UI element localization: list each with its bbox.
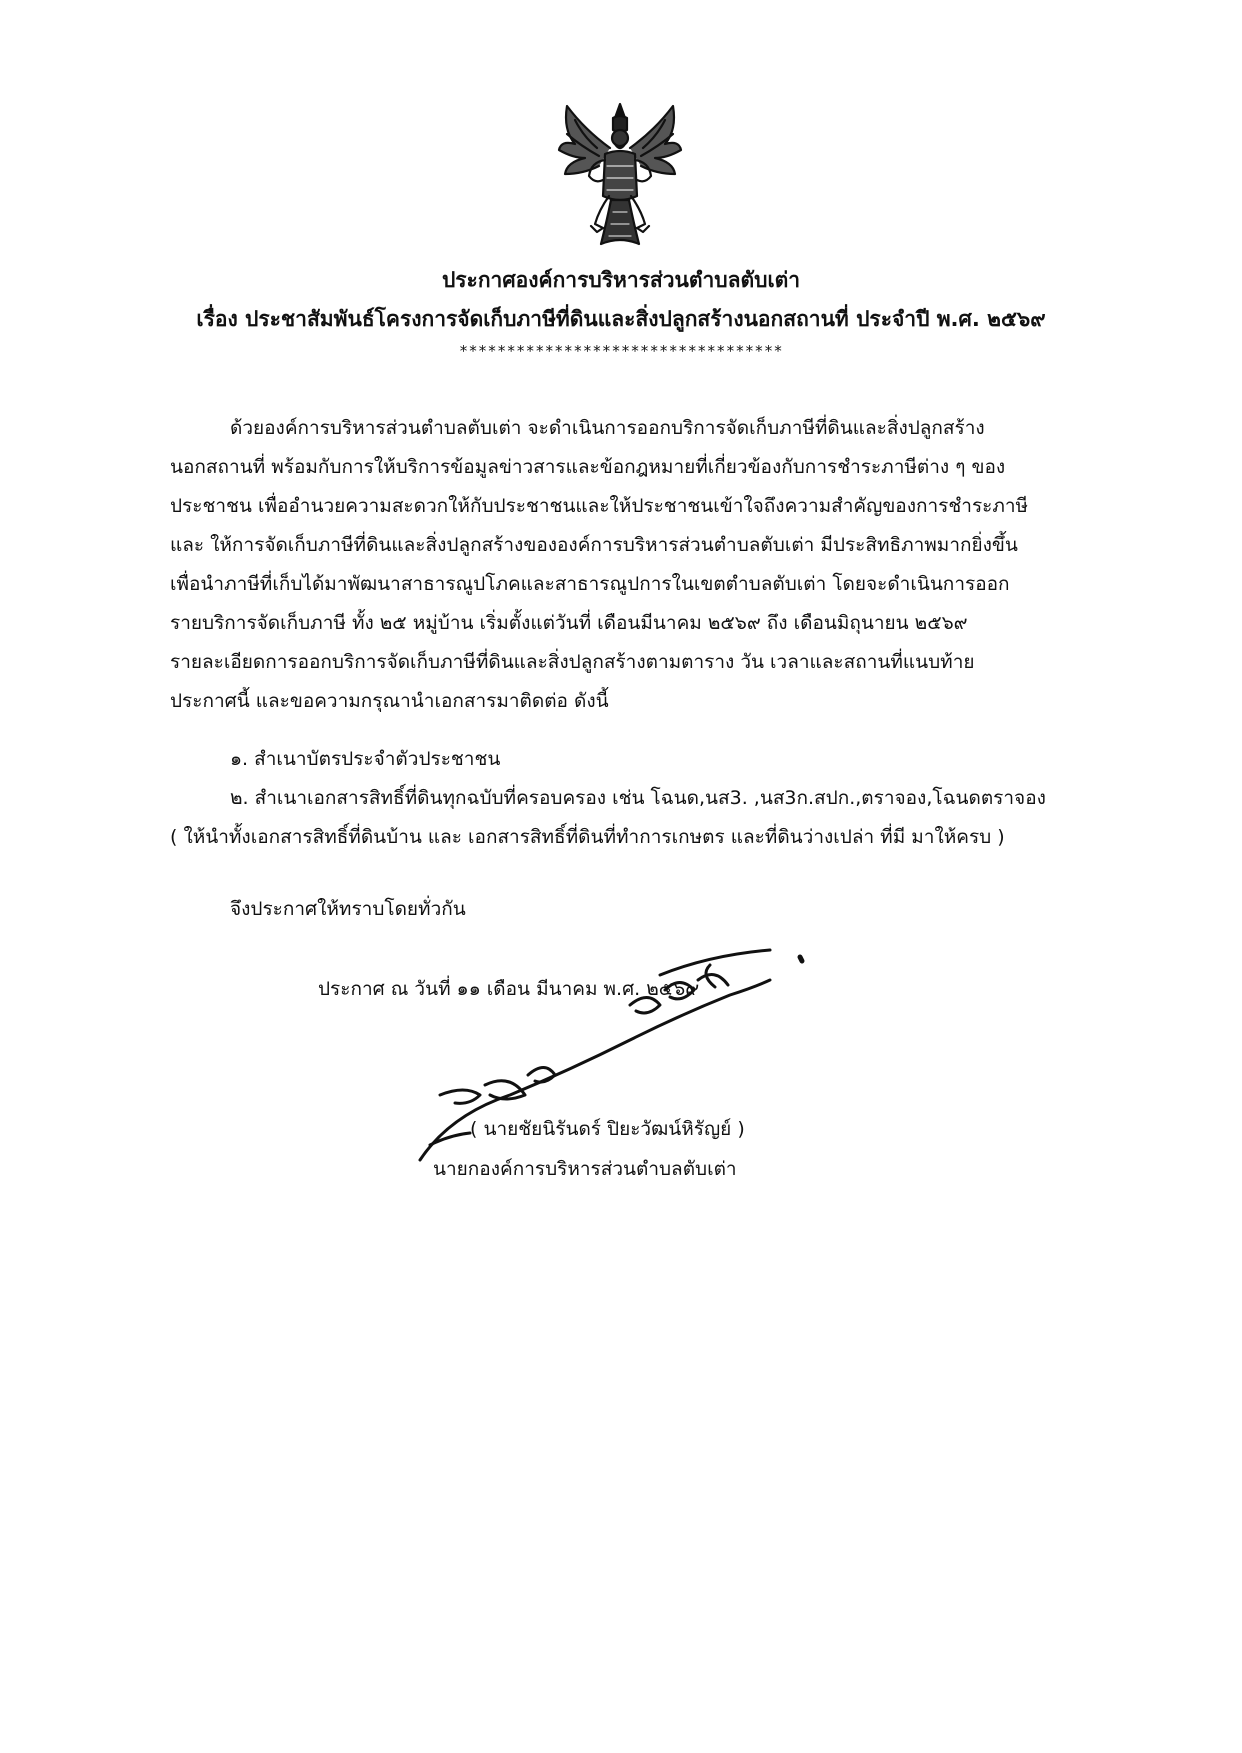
- signer-name: ( นายชัยนิรันดร์ ปิยะวัฒน์หิรัญย์ ): [470, 1118, 745, 1140]
- paragraph-line: เพื่อนำภาษีที่เก็บได้มาพัฒนาสาธารณูปโภคและสาธารณูปการในเขตตำบลตับเต่า โดยจะดำเนินการออก: [170, 573, 1010, 595]
- paragraph-line: ประชาชน เพื่ออำนวยความสะดวกให้กับประชาชนและให้ประชาชนเข้าใจถึงความสำคัญของการชำระภาษี: [170, 495, 1029, 517]
- announcement-subject: เรื่อง ประชาสัมพันธ์โครงการจัดเก็บภาษีที่ดินและสิ่งปลูกสร้างนอกสถานที่ ประจำปี พ.ศ. ๒๕๖๙: [196, 307, 1046, 331]
- paragraph-line: ประกาศนี้ และขอความกรุณานำเอกสารมาติดต่อ ดังนี้: [170, 690, 609, 712]
- signer-title: นายกองค์การบริหารส่วนตำบลตับเต่า: [433, 1158, 737, 1180]
- garuda-emblem-icon: [555, 100, 685, 250]
- paragraph-line: และ ให้การจัดเก็บภาษีที่ดินและสิ่งปลูกสร้างขององค์การบริหารส่วนตำบลตับเต่า มีประสิทธิภาพมากยิ่งขึ้น: [170, 534, 1018, 556]
- paragraph-line: ด้วยองค์การบริหารส่วนตำบลตับเต่า จะดำเนินการออกบริการจัดเก็บภาษีที่ดินและสิ่งปลูกสร้าง: [230, 417, 985, 439]
- document-note: ( ให้นำทั้งเอกสารสิทธิ์ที่ดินบ้าน และ เอกสารสิทธิ์ที่ดินที่ทำการเกษตร และที่ดินว่างเปล่า ที่มี มาให้ครบ ): [170, 826, 1005, 848]
- announcement-title: ประกาศองค์การบริหารส่วนตำบลตับเต่า: [441, 268, 801, 292]
- list-item: ๑. สำเนาบัตรประจำตัวประชาชน: [230, 748, 501, 770]
- list-item: ๒. สำเนาเอกสารสิทธิ์ที่ดินทุกฉบับที่ครอบครอง เช่น โฉนด,นส3. ,นส3ก.สปก.,ตราจอง,โฉนดตราจอง: [230, 787, 1046, 809]
- paragraph-line: นอกสถานที่ พร้อมกับการให้บริการข้อมูลข่าวสารและข้อกฎหมายที่เกี่ยวข้องกับการชำระภาษีต่าง ๆ ของ: [170, 456, 1006, 478]
- paragraph-line: รายบริการจัดเก็บภาษี ทั้ง ๒๕ หมู่บ้าน เริ่มตั้งแต่วันที่ เดือนมีนาคม ๒๕๖๙ ถึง เดือนมิถุนายน ๒๕๖๙: [170, 612, 968, 634]
- divider: **********************************: [458, 342, 784, 360]
- paragraph-line: รายละเอียดการออกบริการจัดเก็บภาษีที่ดินและสิ่งปลูกสร้างตามตาราง วัน เวลาและสถานที่แนบท้าย: [170, 651, 975, 673]
- closing-statement: จึงประกาศให้ทราบโดยทั่วกัน: [230, 898, 466, 920]
- announcement-date: ประกาศ ณ วันที่ ๑๑ เดือน มีนาคม พ.ศ. ๒๕๖๙: [318, 978, 700, 1000]
